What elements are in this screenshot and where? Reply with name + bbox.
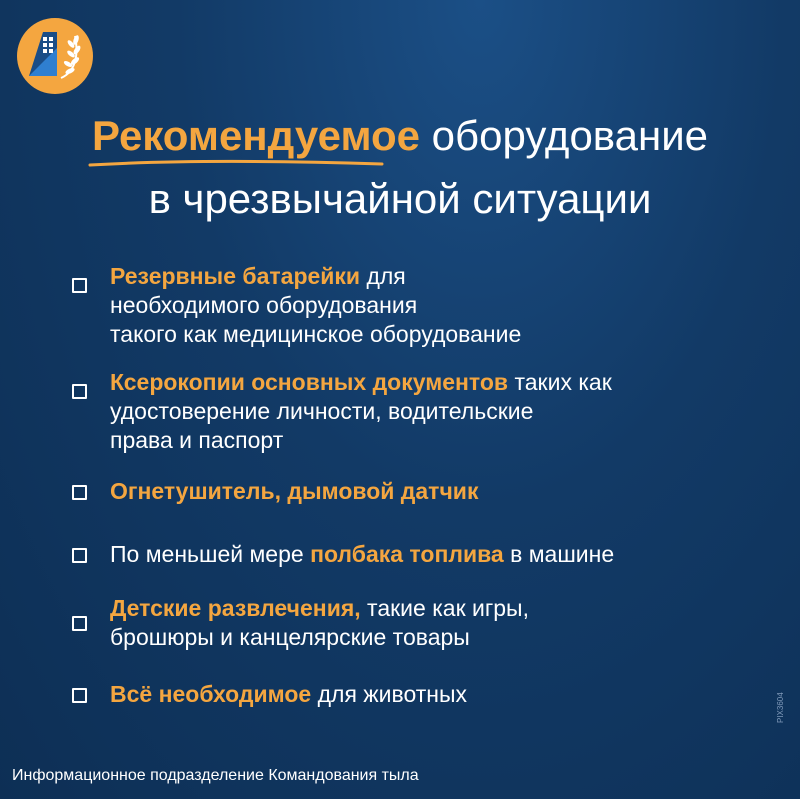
item-text-after: такие как игры, (360, 595, 529, 621)
item-text-after: для животных (311, 681, 468, 707)
logo-badge (17, 18, 93, 94)
title-accent: Рекомендуемое (91, 112, 420, 159)
title-rest-text: оборудование (431, 112, 709, 159)
list-item-text (110, 262, 750, 349)
item-text-line2: необходимого оборудования (110, 292, 418, 318)
checkbox-icon (72, 485, 87, 500)
item-highlight: Детские развлечения, (110, 595, 361, 621)
item-text-line2: удостоверение личности, водительские (110, 398, 534, 424)
checkbox-icon (72, 688, 87, 703)
item-highlight: Всё необходимое (110, 681, 312, 707)
item-highlight: Огнетушитель, дымовой датчик (110, 478, 479, 504)
item-text-line3: права и паспорт (110, 427, 284, 453)
title-line-1 (0, 110, 800, 162)
item-text-after: для (360, 263, 406, 289)
item-text-before: По меньшей мере (110, 541, 311, 567)
list-item-text (110, 368, 750, 455)
item-highlight: Резервные батарейки (110, 263, 361, 289)
item-text-line3: такого как медицинское оборудование (110, 321, 522, 347)
item-text-after: таких как (508, 369, 612, 395)
list-item-text (110, 594, 750, 652)
footer-credit: Информационное подразделение Командования тыла (12, 767, 419, 784)
title-accent-wrap (92, 110, 420, 162)
title-rest (432, 112, 708, 159)
image-code: PIX3604 (776, 692, 785, 723)
list-item-text (110, 680, 750, 709)
item-text-line2: брошюры и канцелярские товары (110, 624, 470, 650)
underline-stroke (86, 156, 386, 170)
title-line-2: в чрезвычайной ситуации (148, 175, 652, 222)
item-text-after: в машине (503, 541, 615, 567)
building-laurel-icon (17, 18, 93, 94)
item-highlight: Ксерокопии основных документов (110, 369, 509, 395)
item-highlight: полбака топлива (310, 541, 504, 567)
checkbox-icon (72, 616, 87, 631)
checkbox-icon (72, 384, 87, 399)
checkbox-icon (72, 278, 87, 293)
list-item-text (110, 477, 750, 506)
list-item-text (110, 540, 750, 569)
checkbox-icon (72, 548, 87, 563)
